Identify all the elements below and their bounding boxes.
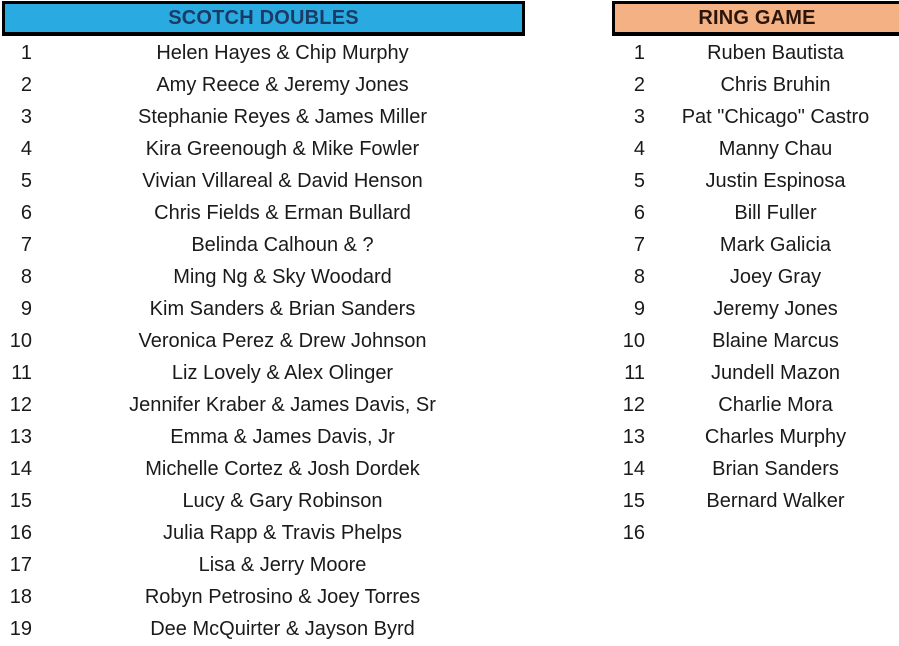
ring-game-row xyxy=(612,261,899,293)
ring-game-row xyxy=(612,518,899,550)
ring-game-row xyxy=(612,37,899,69)
entry-number: 1 xyxy=(20,41,32,64)
scotch-doubles-rows xyxy=(0,37,525,646)
scotch-doubles-row xyxy=(0,550,525,582)
entry-name: Ruben Bautista xyxy=(707,41,844,64)
entry-name: Pat "Chicago" Castro xyxy=(681,105,870,128)
entry-number: 6 xyxy=(633,201,645,224)
ring-game-row xyxy=(612,357,899,389)
scotch-doubles-row xyxy=(0,197,525,229)
entry-number: 1 xyxy=(633,41,645,64)
entry-number: 8 xyxy=(633,265,645,288)
ring-game-row xyxy=(612,293,899,325)
entry-name: Ming Ng & Sky Woodard xyxy=(173,265,392,288)
ring-game-row xyxy=(612,486,899,518)
entry-name: Kim Sanders & Brian Sanders xyxy=(149,297,416,320)
entry-name: Charlie Mora xyxy=(718,394,833,417)
entry-name: Blaine Marcus xyxy=(712,329,839,352)
scotch-doubles-row xyxy=(0,229,525,261)
entry-number: 6 xyxy=(20,201,32,224)
entry-number: 16 xyxy=(9,522,32,545)
ring-game-row xyxy=(612,325,899,357)
entry-name: Charles Murphy xyxy=(704,426,847,449)
entry-name: Manny Chau xyxy=(718,137,833,160)
entry-name: Jennifer Kraber & James Davis, Sr xyxy=(129,394,436,417)
entry-number: 15 xyxy=(9,490,32,513)
entry-name: Lisa & Jerry Moore xyxy=(198,554,367,577)
entry-number: 13 xyxy=(622,426,645,449)
entry-name: Jeremy Jones xyxy=(713,297,838,320)
ring-game-row xyxy=(612,454,899,486)
entry-number: 4 xyxy=(633,137,645,160)
entry-number: 12 xyxy=(9,394,32,417)
entry-number: 3 xyxy=(20,105,32,128)
scotch-doubles-row xyxy=(0,293,525,325)
ring-game-row xyxy=(612,165,899,197)
scotch-doubles-row xyxy=(0,390,525,422)
entry-number: 8 xyxy=(20,265,32,288)
entry-number: 19 xyxy=(9,618,32,641)
entry-name: Amy Reece & Jeremy Jones xyxy=(156,73,409,96)
entry-name: Veronica Perez & Drew Johnson xyxy=(138,329,427,352)
entry-number: 5 xyxy=(20,169,32,192)
ring-game-list xyxy=(612,0,899,550)
entry-number: 10 xyxy=(622,329,645,352)
scotch-doubles-row xyxy=(0,614,525,646)
entry-number: 15 xyxy=(622,490,645,513)
entry-name: Kira Greenough & Mike Fowler xyxy=(145,137,420,160)
scotch-doubles-row xyxy=(0,518,525,550)
scotch-doubles-row xyxy=(0,422,525,454)
ring-game-row xyxy=(612,422,899,454)
entry-name: Michelle Cortez & Josh Dordek xyxy=(145,458,420,481)
scotch-doubles-row xyxy=(0,325,525,357)
ring-game-row xyxy=(612,133,899,165)
entry-number: 13 xyxy=(9,426,32,449)
entry-name: Bill Fuller xyxy=(734,201,817,224)
scotch-doubles-header xyxy=(2,1,525,36)
entry-name: Bernard Walker xyxy=(706,490,845,513)
scotch-doubles-title: SCOTCH DOUBLES xyxy=(168,6,359,29)
scotch-doubles-row xyxy=(0,261,525,293)
scotch-doubles-row xyxy=(0,486,525,518)
entry-number: 2 xyxy=(20,73,32,96)
entry-name: Helen Hayes & Chip Murphy xyxy=(156,41,409,64)
entry-name: Belinda Calhoun & ? xyxy=(191,233,374,256)
scotch-doubles-row xyxy=(0,582,525,614)
entry-number: 18 xyxy=(9,586,32,609)
entry-name: Chris Bruhin xyxy=(720,73,831,96)
entry-name: Lucy & Gary Robinson xyxy=(182,490,383,513)
entry-number: 7 xyxy=(633,233,645,256)
entry-number: 7 xyxy=(20,233,32,256)
ring-game-header xyxy=(612,1,899,36)
scotch-doubles-row xyxy=(0,454,525,486)
entry-number: 11 xyxy=(11,361,32,384)
entry-number: 12 xyxy=(622,394,645,417)
entry-name: Emma & James Davis, Jr xyxy=(170,426,395,449)
ring-game-rows xyxy=(612,37,899,550)
entry-number: 2 xyxy=(633,73,645,96)
entry-number: 10 xyxy=(9,329,32,352)
scotch-doubles-row xyxy=(0,37,525,69)
entry-number: 11 xyxy=(624,361,645,384)
entry-name: Stephanie Reyes & James Miller xyxy=(137,105,427,128)
entry-name: Mark Galicia xyxy=(719,233,832,256)
scotch-doubles-row xyxy=(0,69,525,101)
ring-game-row xyxy=(612,101,899,133)
scotch-doubles-row xyxy=(0,133,525,165)
entry-number: 3 xyxy=(633,105,645,128)
scotch-doubles-row xyxy=(0,101,525,133)
entry-name: Dee McQuirter & Jayson Byrd xyxy=(150,618,415,641)
ring-game-title: RING GAME xyxy=(698,6,816,29)
entry-number: 5 xyxy=(633,169,645,192)
entry-name: Vivian Villareal & David Henson xyxy=(142,169,423,192)
entry-number: 17 xyxy=(9,554,32,577)
entry-name: Brian Sanders xyxy=(712,458,839,481)
scotch-doubles-row xyxy=(0,165,525,197)
entry-name: Julia Rapp & Travis Phelps xyxy=(162,522,402,545)
ring-game-row xyxy=(612,197,899,229)
entry-name: Joey Gray xyxy=(729,265,822,288)
scotch-doubles-row xyxy=(0,357,525,389)
entry-name: Liz Lovely & Alex Olinger xyxy=(171,361,394,384)
entry-number: 4 xyxy=(20,137,32,160)
entry-number: 14 xyxy=(622,458,645,481)
entry-number: 14 xyxy=(9,458,32,481)
entry-name: Jundell Mazon xyxy=(711,361,840,384)
entry-name: Robyn Petrosino & Joey Torres xyxy=(144,586,421,609)
entry-number: 16 xyxy=(622,522,645,545)
ring-game-row xyxy=(612,229,899,261)
ring-game-row xyxy=(612,390,899,422)
entry-number: 9 xyxy=(20,297,32,320)
ring-game-row xyxy=(612,69,899,101)
entry-name: Justin Espinosa xyxy=(705,169,846,192)
entry-name: Chris Fields & Erman Bullard xyxy=(154,201,411,224)
entry-number: 9 xyxy=(633,297,645,320)
